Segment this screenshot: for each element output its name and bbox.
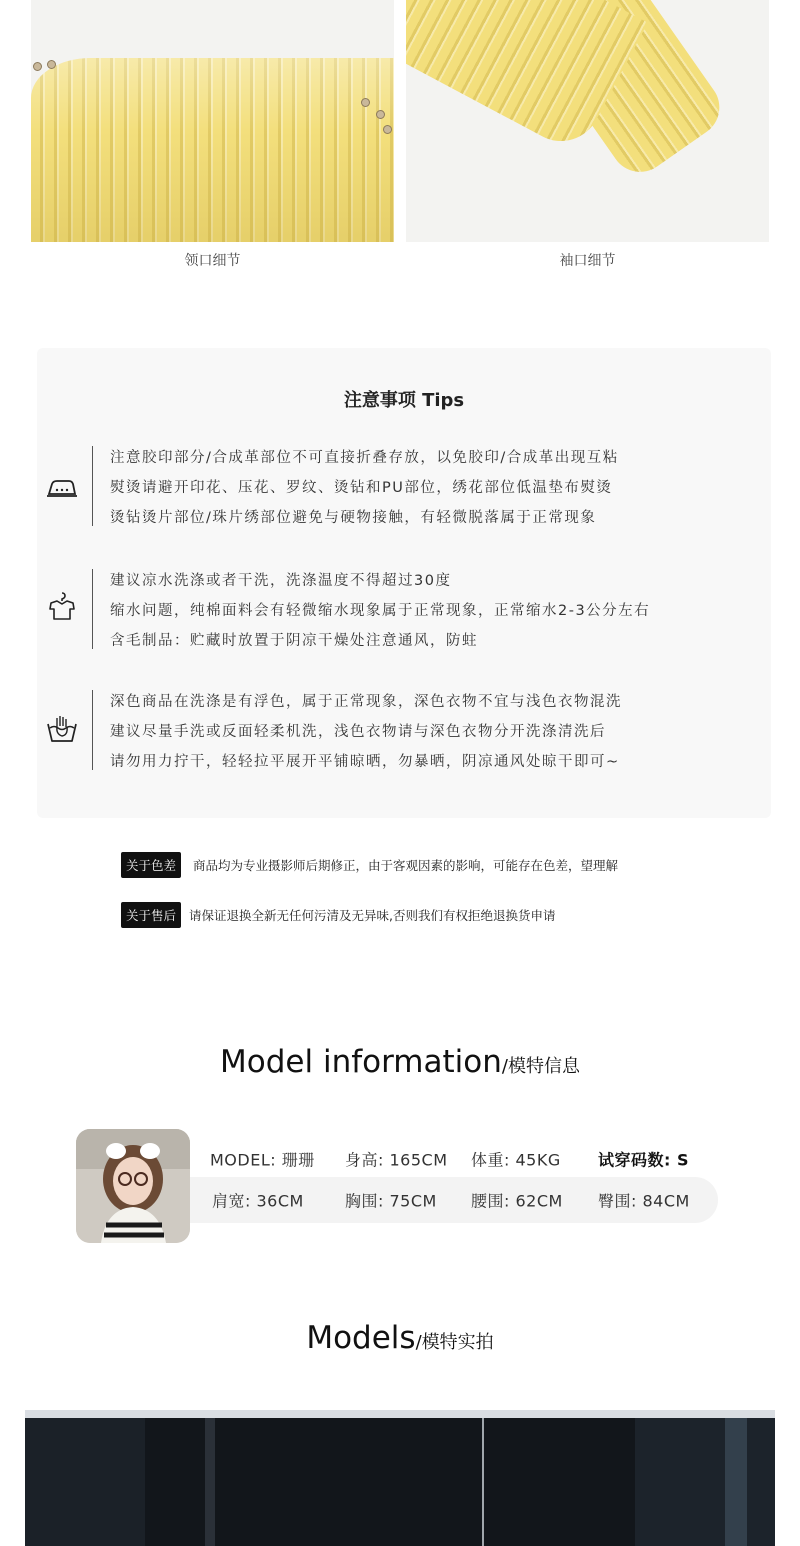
collar-detail-photo — [31, 0, 394, 242]
divider — [92, 446, 93, 526]
notice-tag: 关于售后 — [121, 902, 181, 928]
notice-text: 请保证退换全新无任何污清及无异味,否则我们有权拒绝退换货申请 — [189, 908, 556, 923]
model-avatar — [76, 1129, 190, 1243]
divider — [92, 569, 93, 649]
tip-line: 缩水问题，纯棉面料会有轻微缩水现象属于正常现象，正常缩水2-3公分左右 — [110, 603, 651, 619]
button-icon — [383, 125, 392, 134]
model-shoulder: 肩宽: 36CM — [212, 1191, 304, 1211]
heading-en: Models — [306, 1320, 416, 1356]
tips-group-washing — [37, 569, 771, 661]
iron-icon — [45, 472, 79, 502]
tip-line: 请勿用力拧干，轻轻拉平展开平铺晾晒，勿暴晒，阴凉通风处晾干即可~ — [110, 754, 620, 770]
model-size: 试穿码数: S — [598, 1150, 689, 1170]
model-name: MODEL: 珊珊 — [210, 1150, 315, 1170]
tip-line: 建议尽量手洗或反面轻柔机洗，浅色衣物请与深色衣物分开洗涤清洗后 — [110, 724, 606, 740]
button-icon — [361, 98, 370, 107]
cuff-caption: 袖口细节 — [559, 253, 616, 269]
heading-cn: /模特实拍 — [415, 1332, 494, 1353]
model-waist: 腰围: 62CM — [471, 1191, 563, 1211]
tips-title: 注意事项 Tips — [343, 390, 465, 411]
model-info-row-1 — [190, 1136, 718, 1182]
collar-caption: 领口细节 — [184, 253, 241, 269]
model-portrait-image — [76, 1129, 190, 1243]
divider — [92, 690, 93, 770]
tip-line: 深色商品在洗涤是有浮色，属于正常现象，深色衣物不宜与浅色衣物混洗 — [110, 694, 622, 710]
tips-group-handwash — [37, 690, 771, 782]
button-icon — [47, 60, 56, 69]
model-height: 身高: 165CM — [345, 1150, 448, 1170]
models-heading — [0, 1320, 800, 1356]
heading-en: Model information — [220, 1044, 502, 1080]
tip-line: 建议凉水洗涤或者干洗，洗涤温度不得超过30度 — [110, 573, 452, 589]
tips-group-ironing — [37, 446, 771, 538]
model-info-row-2 — [190, 1177, 718, 1223]
button-icon — [33, 62, 42, 71]
collar-shading — [31, 58, 394, 242]
cuff-detail-photo — [406, 0, 769, 242]
tip-line: 烫钻烫片部位/珠片绣部位避免与硬物接触，有轻微脱落属于正常现象 — [110, 510, 597, 526]
tip-line: 熨烫请避开印花、压花、罗纹、烫钻和PU部位，绣花部位低温垫布熨烫 — [110, 480, 613, 496]
hand-wash-icon — [45, 714, 79, 744]
model-info-heading — [0, 1044, 800, 1080]
button-icon — [376, 110, 385, 119]
model-photo-background — [25, 1410, 775, 1546]
notice-text: 商品均为专业摄影师后期修正，由于客观因素的影响，可能存在色差，望理解 — [193, 858, 619, 873]
care-tips-card — [37, 348, 771, 818]
model-bust: 胸围: 75CM — [345, 1191, 437, 1211]
tip-line: 含毛制品：贮藏时放置于阴凉干燥处注意通风，防蛀 — [110, 633, 478, 649]
color-difference-notice — [121, 852, 618, 878]
model-weight: 体重: 45KG — [471, 1150, 561, 1170]
after-sales-notice — [121, 902, 556, 928]
tip-line: 注意胶印部分/合成革部位不可直接折叠存放，以免胶印/合成革出现互粘 — [110, 450, 619, 466]
model-hips: 臀围: 84CM — [598, 1191, 690, 1211]
heading-cn: /模特信息 — [501, 1056, 580, 1077]
hanger-shirt-icon — [45, 591, 79, 621]
model-photo — [25, 1410, 775, 1546]
notice-tag: 关于色差 — [121, 852, 181, 878]
